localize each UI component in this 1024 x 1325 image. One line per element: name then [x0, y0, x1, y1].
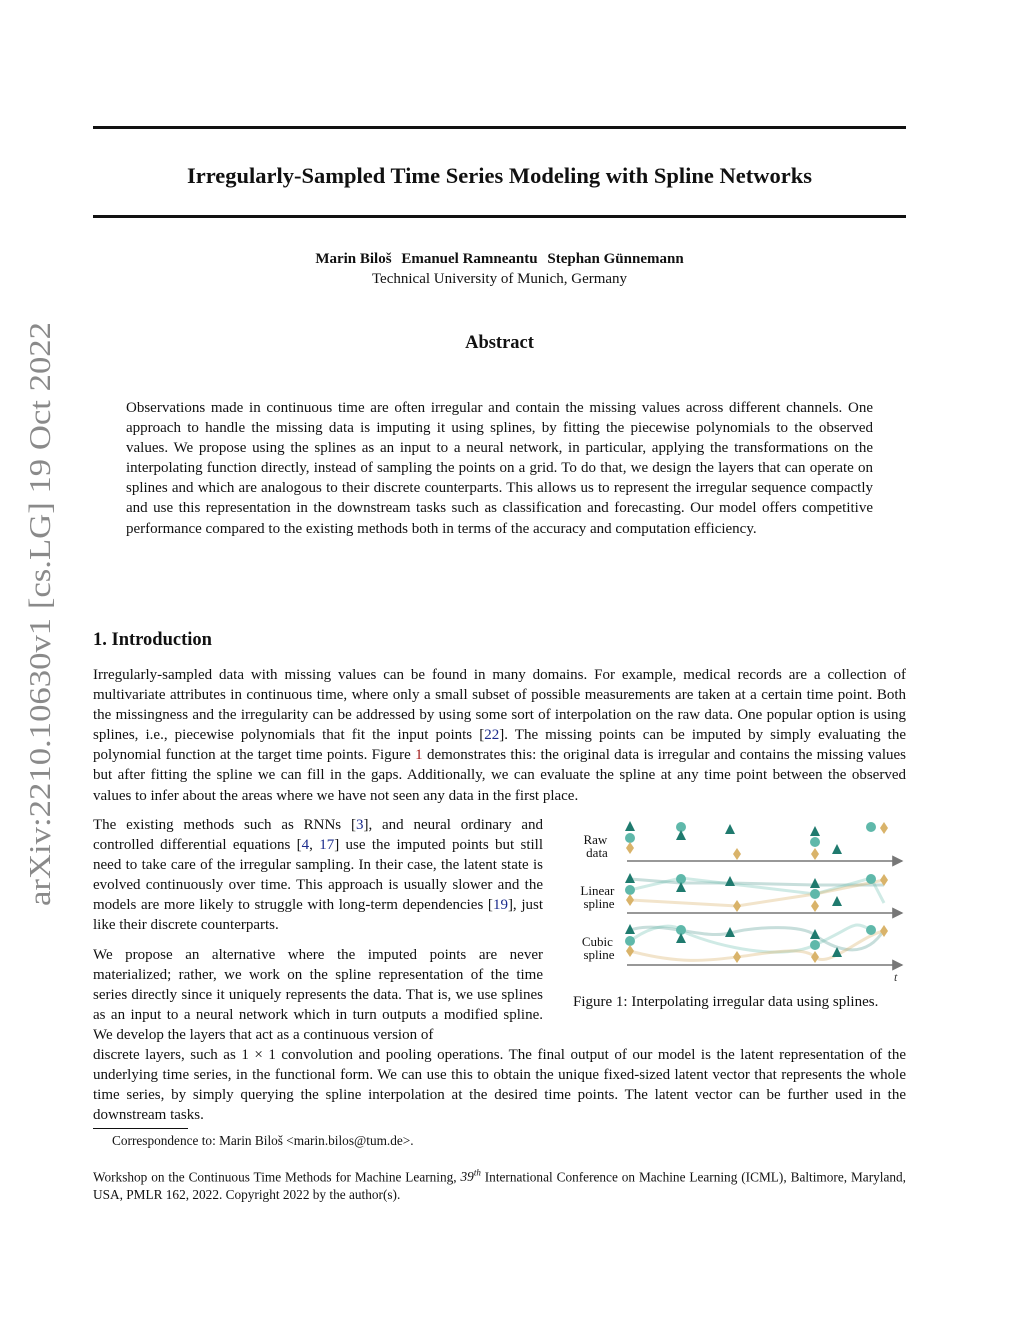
diamond-marker [626, 945, 634, 957]
text-span: Workshop on the Continuous Time Methods for Machine Learning, [93, 1169, 461, 1185]
row-label-line: Cubic [581, 934, 613, 949]
text-span: ], just like their discrete counterparts. [93, 897, 543, 934]
circle-marker [625, 936, 635, 946]
triangle-marker [832, 896, 842, 906]
triangle-marker [676, 933, 686, 943]
linear-spline-series-b [630, 878, 884, 903]
triangle-marker [725, 876, 735, 886]
arxiv-id-text: arXiv:2210.10630v1 [cs.LG] 19 Oct 2022 [22, 384, 57, 906]
circle-marker [866, 925, 876, 935]
citation-link[interactable]: 22 [484, 727, 500, 744]
text-span: ]. The missing points can be imputed by simply evaluating the polynomial function at the target time points. Figure [93, 727, 906, 764]
author-list [93, 251, 906, 268]
circle-marker [866, 874, 876, 884]
diamond-marker [626, 842, 634, 854]
correspondence-footnote: Correspondence to: Marin Biloš <marin.bilos@tum.de>. [112, 1133, 414, 1148]
diamond-marker [811, 900, 819, 912]
citation-link[interactable]: 19 [492, 897, 508, 914]
section-heading-introduction: 1. Introduction [93, 630, 212, 650]
row-label-raw [583, 832, 610, 860]
diamond-marker [880, 822, 888, 834]
circle-marker [810, 889, 820, 899]
row-label-line: spline [583, 896, 615, 911]
triangle-marker [676, 830, 686, 840]
text-span: Irregularly-sampled data with missing values can be found in many domains. For example, medical records are a collection of multivariate attributes in continuous time, where only a small subset of possible measurements are taken at a certain time point. Both the missingness and the irregularity can be addressed by using some sort of interpolation on the raw data. One popular option is using splines, i.e., piecewise polynomials that fit the input points [ [93, 667, 906, 744]
text-span: demonstrates this: the original data is irregular and contains the missing values but after fitting the spline we can fill in the gaps. Additionally, we can evaluate the spline at any time point between the observed values to infer about the areas where we have not seen any data in the first place. [93, 747, 906, 804]
abstract-heading: Abstract [465, 333, 534, 353]
triangle-marker [810, 826, 820, 836]
top-rule [93, 126, 906, 129]
author-name: Marin Biloš [315, 251, 392, 267]
author-name: Stephan Günnemann [547, 251, 684, 267]
text-span: The existing methods such as RNNs [ [93, 817, 356, 833]
text-span: ], and neural ordinary and controlled differential equations [ [93, 817, 544, 854]
time-axis-label: t [894, 970, 898, 984]
triangle-marker [832, 844, 842, 854]
ordinal-suffix: th [473, 1168, 481, 1178]
row-label-line: data [586, 845, 608, 860]
venue-footer [93, 1165, 906, 1203]
diamond-marker [811, 951, 819, 963]
figure-rows-group [625, 821, 902, 965]
row-label-linear [580, 883, 617, 911]
figure-1-caption: Figure 1: Interpolating irregular data using splines. [573, 994, 879, 1010]
intro-paragraph-1 [93, 665, 906, 806]
triangle-marker [725, 824, 735, 834]
diamond-marker [733, 900, 741, 912]
paper-title: Irregularly-Sampled Time Series Modeling with Spline Networks [186, 163, 812, 188]
figure-reference-link[interactable]: 1 [415, 747, 423, 764]
footnote-rule [93, 1128, 188, 1129]
row-label-line: spline [583, 947, 615, 962]
text-span: International Conference on Machine Learning (ICML), Baltimore, Maryland, USA, PMLR 162, 2022. Copyright 2022 by the author(s). [93, 1169, 906, 1202]
circle-marker [625, 833, 635, 843]
intro-paragraph-2 [93, 815, 543, 936]
row-label-cubic [582, 934, 616, 962]
ordinal-number: 39 [460, 1169, 474, 1185]
arxiv-stamp [14, 320, 62, 908]
citation-link[interactable]: 17 [319, 837, 335, 854]
diamond-marker [626, 894, 634, 906]
circle-marker [810, 940, 820, 950]
affiliation: Technical University of Munich, Germany [371, 271, 628, 287]
triangle-marker [625, 821, 635, 831]
diamond-marker [811, 848, 819, 860]
circle-marker [810, 837, 820, 847]
abstract-text: Observations made in continuous time are often irregular and contain the missing values across different channels. One approach to handle the missing data is imputing it using splines, by fitting the piecewise polynomials to the observed values. We propose using the splines as an input to a neural network, in particular, applying the transformations on the interpolating function directly, instead of sampling the points on a grid. To do that, we design the layers that can operate on splines and which are analogous to their discrete counterparts. This allows us to represent the irregular sequence compactly and use this representation in the downstream tasks such as classification and forecasting. Our model offers competitive performance compared to the existing methods both in terms of the accuracy and computation efficiency. [126, 400, 873, 537]
circle-marker [866, 822, 876, 832]
citation-link[interactable]: 4 [301, 837, 310, 854]
intro-paragraph-3: We propose an alternative where the imputed points are never materialized; rather, we work on the spline representation of the time series directly since it uniquely represents the data. That is, we use splines as an input to a neural network which in turn outputs a modified spline. We develop the layers that act as a continuous version of [93, 947, 543, 1044]
title-bottom-rule [93, 215, 906, 218]
diamond-marker [733, 951, 741, 963]
intro-paragraph-3-continued: discrete layers, such as 1 × 1 convolution and pooling operations. The final output of our model is the latent representation of the underlying time series, in the functional form. We can use this to obtain the unique fixed-sized latent vector that represents the whole time series, by simply querying the spline interpolation at the desired time points. The latent vector can be further used in the downstream tasks. [93, 1047, 906, 1124]
figure-1-interpolation-diagram [572, 815, 908, 990]
triangle-marker [810, 878, 820, 888]
ordinal [461, 1169, 481, 1184]
cubic-spline-series-c [630, 931, 884, 960]
author-name: Emanuel Ramneantu [401, 251, 538, 267]
text-span: ] use the imputed points but still need to take care of the irregular sampling. In their case, the latent state is evolved continuously over time. This approach is usually slower and the models are more likely to struggle with long-term dependencies [ [93, 837, 544, 914]
circle-marker [625, 885, 635, 895]
diamond-marker [733, 848, 741, 860]
citation-link[interactable]: 3 [355, 817, 364, 833]
text-span: , [309, 837, 320, 854]
row-label-line: Raw [583, 832, 608, 847]
row-label-line: Linear [580, 883, 615, 898]
